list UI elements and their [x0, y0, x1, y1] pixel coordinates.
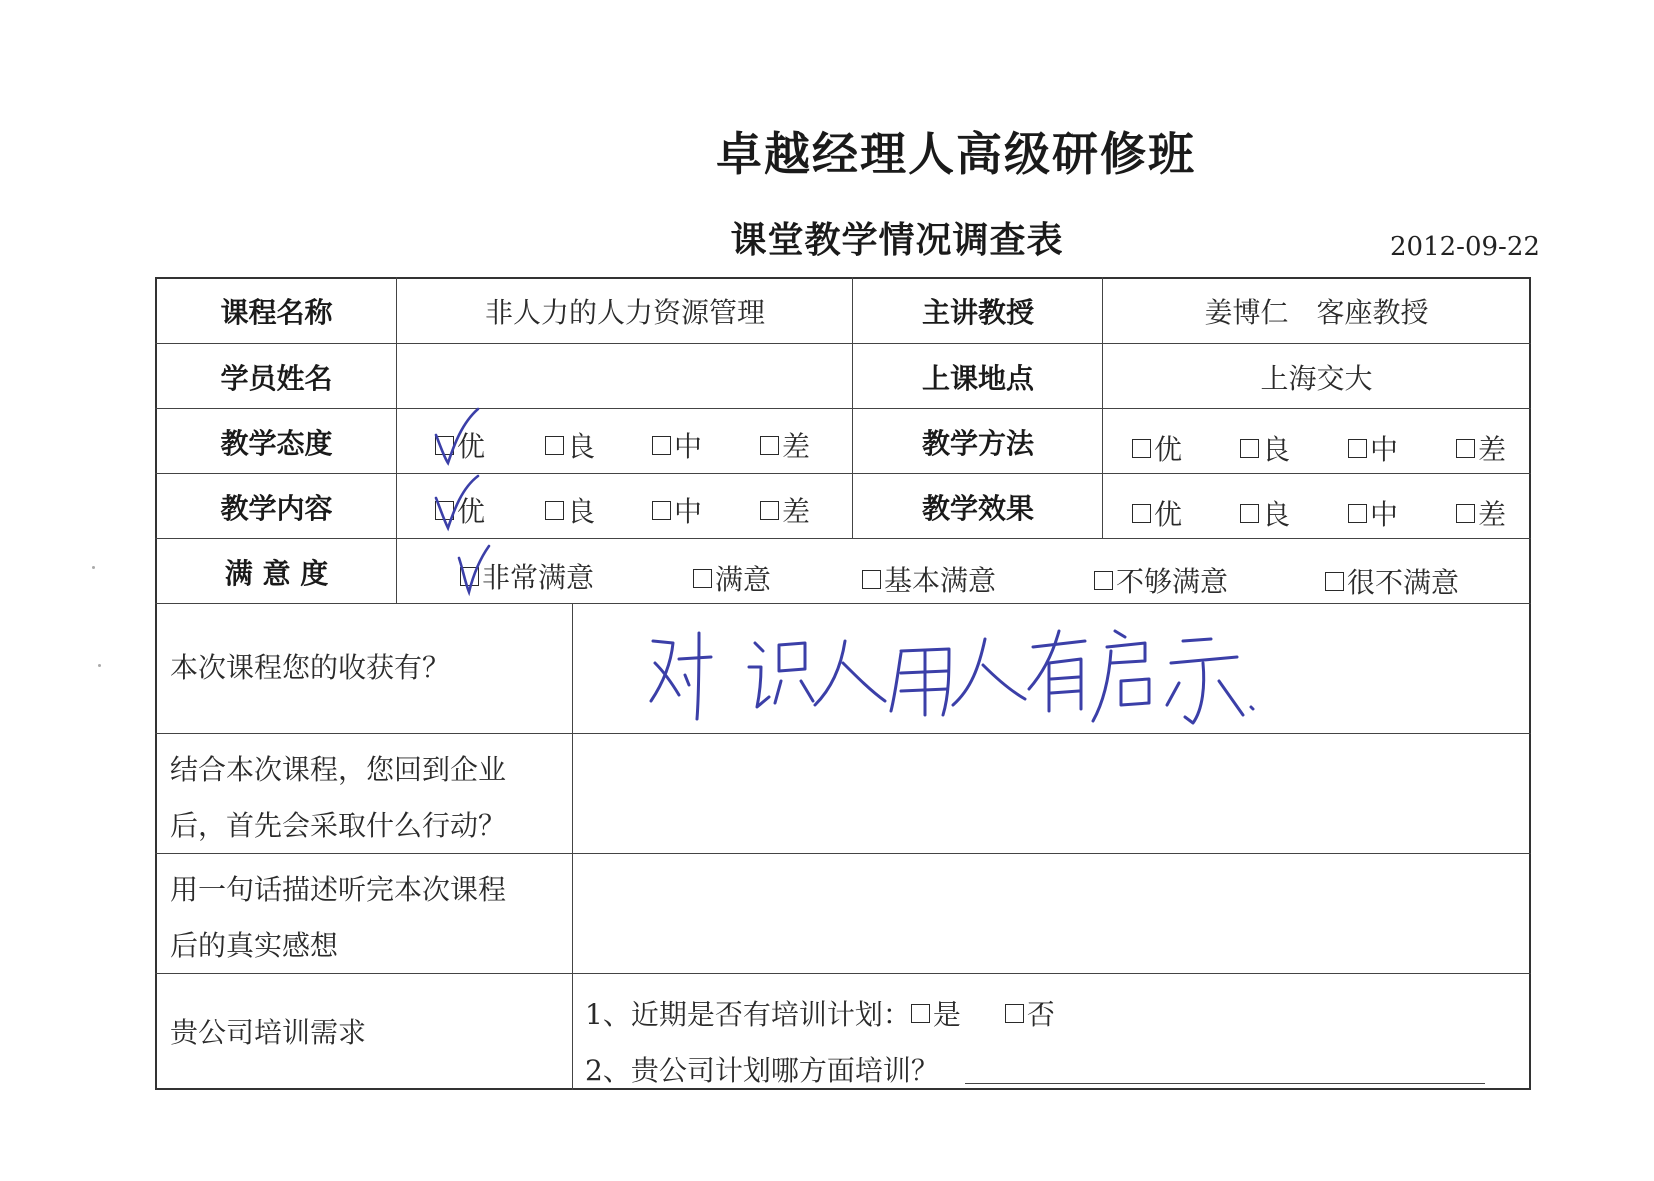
col-divider: [396, 277, 397, 603]
checkbox-icon: [1348, 439, 1367, 458]
feeling-question-label: [170, 862, 506, 974]
row-divider: [155, 408, 1531, 409]
checkbox-icon: [1240, 439, 1259, 458]
attitude-option-good[interactable]: 良: [545, 425, 595, 465]
training-plan-yes-option[interactable]: 是: [911, 993, 961, 1033]
training-area-question: [585, 1049, 939, 1089]
training-area-question-text: 2、贵公司计划哪方面培训？: [585, 1054, 939, 1087]
scan-speck: [98, 664, 101, 667]
location-label: 上课地点: [921, 361, 1034, 395]
checkbox-icon: [1348, 504, 1367, 523]
training-area-underline: [965, 1083, 1485, 1084]
location-value[interactable]: 上海交大: [1260, 361, 1373, 395]
teaching-method-label: 教学方法: [921, 426, 1034, 460]
satisfaction-option-satisfied[interactable]: 满意: [693, 558, 771, 598]
satisfaction-label: 满 意 度: [224, 556, 329, 590]
training-plan-question-text: 1、近期是否有培训计划：: [585, 998, 911, 1031]
effect-option-poor[interactable]: 差: [1456, 493, 1506, 533]
checkbox-icon: [460, 567, 479, 586]
checkbox-icon: [652, 501, 671, 520]
col-divider: [852, 277, 853, 538]
checkbox-icon: [1240, 504, 1259, 523]
checkbox-icon: [1132, 504, 1151, 523]
training-area-answer-field[interactable]: [965, 1048, 1485, 1082]
checkbox-icon: [1132, 439, 1151, 458]
attitude-option-average[interactable]: 中: [652, 425, 702, 465]
content-option-good[interactable]: 良: [545, 490, 595, 530]
teaching-effect-label: 教学效果: [921, 491, 1034, 525]
row-divider: [155, 538, 1531, 539]
row-divider: [155, 603, 1531, 604]
method-option-good[interactable]: 良: [1240, 428, 1290, 468]
row-divider: [155, 473, 1531, 474]
row-divider: [155, 343, 1531, 344]
feeling-question-line2: 后的真实感想: [170, 929, 339, 962]
col-divider: [1102, 277, 1103, 538]
checkbox-icon: [911, 1004, 930, 1023]
checkbox-icon: [545, 436, 564, 455]
action-question-line1: 结合本次课程，您回到企业: [170, 753, 507, 786]
lecturer-value[interactable]: 姜博仁 客座教授: [1204, 296, 1429, 329]
training-plan-no-option[interactable]: 否: [1005, 993, 1055, 1033]
attitude-option-poor[interactable]: 差: [760, 425, 810, 465]
checkbox-icon: [1456, 439, 1475, 458]
form-date: 2012-09-22: [1390, 232, 1540, 262]
teaching-attitude-label: 教学态度: [220, 426, 333, 460]
training-needs-label: 贵公司培训需求: [170, 1016, 367, 1049]
checkbox-icon: [693, 569, 712, 588]
training-plan-question: [585, 993, 1055, 1033]
content-option-poor[interactable]: 差: [760, 490, 810, 530]
col-divider: [572, 603, 573, 1090]
feeling-answer-field[interactable]: [574, 855, 1529, 973]
gain-question-label: 本次课程您的收获有？: [170, 651, 451, 684]
student-name-field[interactable]: [398, 345, 852, 408]
content-option-excellent[interactable]: 优: [435, 490, 485, 530]
checkbox-icon: [545, 501, 564, 520]
checkbox-icon: [760, 501, 779, 520]
satisfaction-option-not-satisfied[interactable]: 不够满意: [1094, 560, 1228, 600]
action-answer-field[interactable]: [574, 735, 1529, 853]
method-option-average[interactable]: 中: [1348, 428, 1398, 468]
method-option-poor[interactable]: 差: [1456, 428, 1506, 468]
checkbox-icon: [652, 436, 671, 455]
attitude-option-excellent[interactable]: 优: [435, 425, 485, 465]
teaching-content-label: 教学内容: [220, 491, 333, 525]
course-name-value[interactable]: 非人力的人力资源管理: [484, 296, 765, 329]
effect-option-average[interactable]: 中: [1348, 493, 1398, 533]
checkbox-icon: [760, 436, 779, 455]
checkbox-icon: [1325, 572, 1344, 591]
satisfaction-option-basically-satisfied[interactable]: 基本满意: [862, 559, 996, 599]
satisfaction-option-very-satisfied[interactable]: 非常满意: [460, 556, 594, 596]
form-title: 卓越经理人高级研修班: [716, 127, 1196, 181]
effect-option-good[interactable]: 良: [1240, 493, 1290, 533]
feeling-question-line1: 用一句话描述听完本次课程: [170, 873, 507, 906]
method-option-excellent[interactable]: 优: [1132, 428, 1182, 468]
satisfaction-option-very-unsatisfied[interactable]: 很不满意: [1325, 561, 1459, 601]
checkbox-icon: [862, 570, 881, 589]
checkbox-icon: [1005, 1004, 1024, 1023]
student-name-label: 学员姓名: [220, 361, 333, 395]
action-question-label: [170, 742, 506, 854]
lecturer-label: 主讲教授: [921, 296, 1034, 329]
scan-speck: [92, 566, 95, 569]
course-name-label: 课程名称: [220, 296, 333, 329]
checkbox-icon: [435, 436, 454, 455]
row-divider: [155, 733, 1531, 734]
form-subtitle: 课堂教学情况调查表: [730, 220, 1064, 261]
handwritten-answer: [645, 623, 1305, 733]
checkbox-icon: [1456, 504, 1475, 523]
checkbox-icon: [1094, 571, 1113, 590]
content-option-average[interactable]: 中: [652, 490, 702, 530]
action-question-line2: 后，首先会采取什么行动？: [170, 809, 507, 842]
checkbox-icon: [435, 501, 454, 520]
effect-option-excellent[interactable]: 优: [1132, 493, 1182, 533]
